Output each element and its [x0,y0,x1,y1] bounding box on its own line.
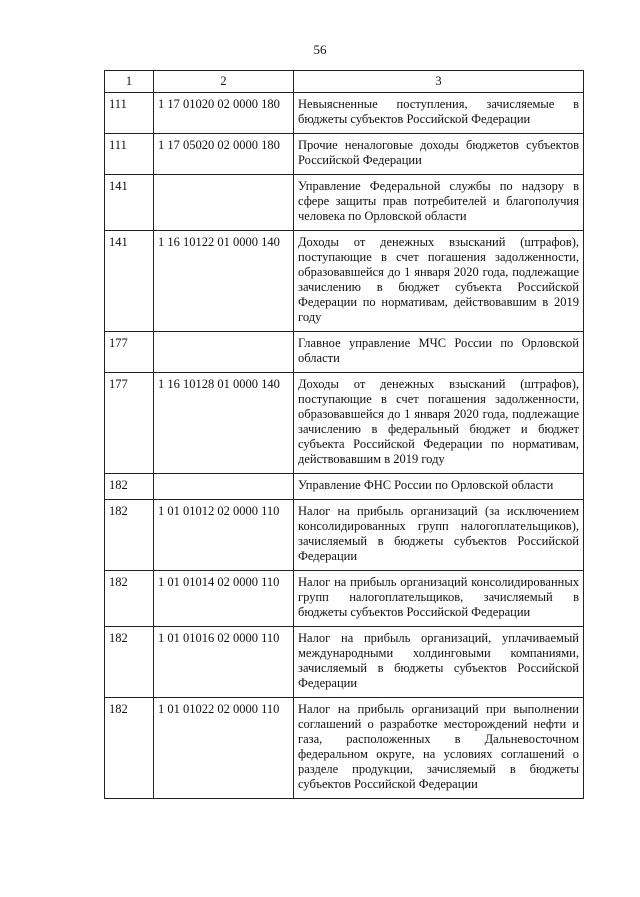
revenue-code-cell: 1 17 01020 02 0000 180 [154,93,294,134]
revenue-name-cell: Главное управление МЧС России по Орловской области [294,332,584,373]
admin-code-cell: 111 [105,134,154,175]
admin-code-cell: 182 [105,500,154,571]
revenue-code-cell [154,175,294,231]
revenue-code-cell: 1 16 10128 01 0000 140 [154,373,294,474]
revenue-code-cell: 1 01 01014 02 0000 110 [154,571,294,627]
table-row [105,93,584,134]
revenue-name-cell: Налог на прибыль организаций, уплачиваемый международными холдинговыми компаниями, зачисляемый в бюджеты субъектов Российской Федерации [294,627,584,698]
budget-revenue-table [104,70,584,799]
table-header-row [105,71,584,93]
revenue-code-cell: 1 17 05020 02 0000 180 [154,134,294,175]
revenue-name-cell: Налог на прибыль организаций при выполнении соглашений о разработке месторождений нефти и газа, расположенных в Дальневосточном федеральном округе, на условиях соглашений о разделе продукции, зачисляемый в бюджеты субъектов Российской Федерации [294,698,584,799]
admin-code-cell: 182 [105,474,154,500]
revenue-name-cell: Налог на прибыль организаций консолидированных групп налогоплательщиков, зачисляемый в бюджеты субъектов Российской Федерации [294,571,584,627]
admin-code-cell: 182 [105,571,154,627]
table-row [105,500,584,571]
revenue-code-cell: 1 01 01016 02 0000 110 [154,627,294,698]
table-row [105,627,584,698]
admin-code-cell: 177 [105,373,154,474]
revenue-name-cell: Управление ФНС России по Орловской области [294,474,584,500]
revenue-name-cell: Прочие неналоговые доходы бюджетов субъектов Российской Федерации [294,134,584,175]
revenue-code-cell: 1 16 10122 01 0000 140 [154,231,294,332]
table-row [105,698,584,799]
revenue-name-cell: Доходы от денежных взысканий (штрафов), поступающие в счет погашения задолженности, образовавшейся до 1 января 2020 года, подлежащие зачислению в федеральный бюджет и бюджет субъекта Российской Федерации по нормативам, действовавшим в 2019 году [294,373,584,474]
table-row [105,571,584,627]
header-col-3: 3 [294,71,584,93]
revenue-name-cell: Управление Федеральной службы по надзору в сфере защиты прав потребителей и благополучия человека по Орловской области [294,175,584,231]
admin-code-cell: 141 [105,175,154,231]
revenue-code-cell: 1 01 01022 02 0000 110 [154,698,294,799]
admin-code-cell: 177 [105,332,154,373]
revenue-code-cell [154,332,294,373]
admin-code-cell: 182 [105,698,154,799]
table-row [105,474,584,500]
revenue-code-cell: 1 01 01012 02 0000 110 [154,500,294,571]
page-number: 56 [313,42,327,57]
revenue-name-cell: Доходы от денежных взысканий (штрафов), поступающие в счет погашения задолженности, образовавшейся до 1 января 2020 года, подлежащие зачислению в бюджет субъекта Российской Федерации по нормативам, действовавшим в 2019 году [294,231,584,332]
admin-code-cell: 141 [105,231,154,332]
header-col-2: 2 [154,71,294,93]
table-row [105,373,584,474]
admin-code-cell: 182 [105,627,154,698]
header-col-1: 1 [105,71,154,93]
revenue-name-cell: Налог на прибыль организаций (за исключением консолидированных групп налогоплательщиков), зачисляемый в бюджеты субъектов Российской Федерации [294,500,584,571]
table-row [105,175,584,231]
admin-code-cell: 111 [105,93,154,134]
table-row [105,332,584,373]
revenue-name-cell: Невыясненные поступления, зачисляемые в бюджеты субъектов Российской Федерации [294,93,584,134]
revenue-code-cell [154,474,294,500]
table-row [105,134,584,175]
table-row [105,231,584,332]
